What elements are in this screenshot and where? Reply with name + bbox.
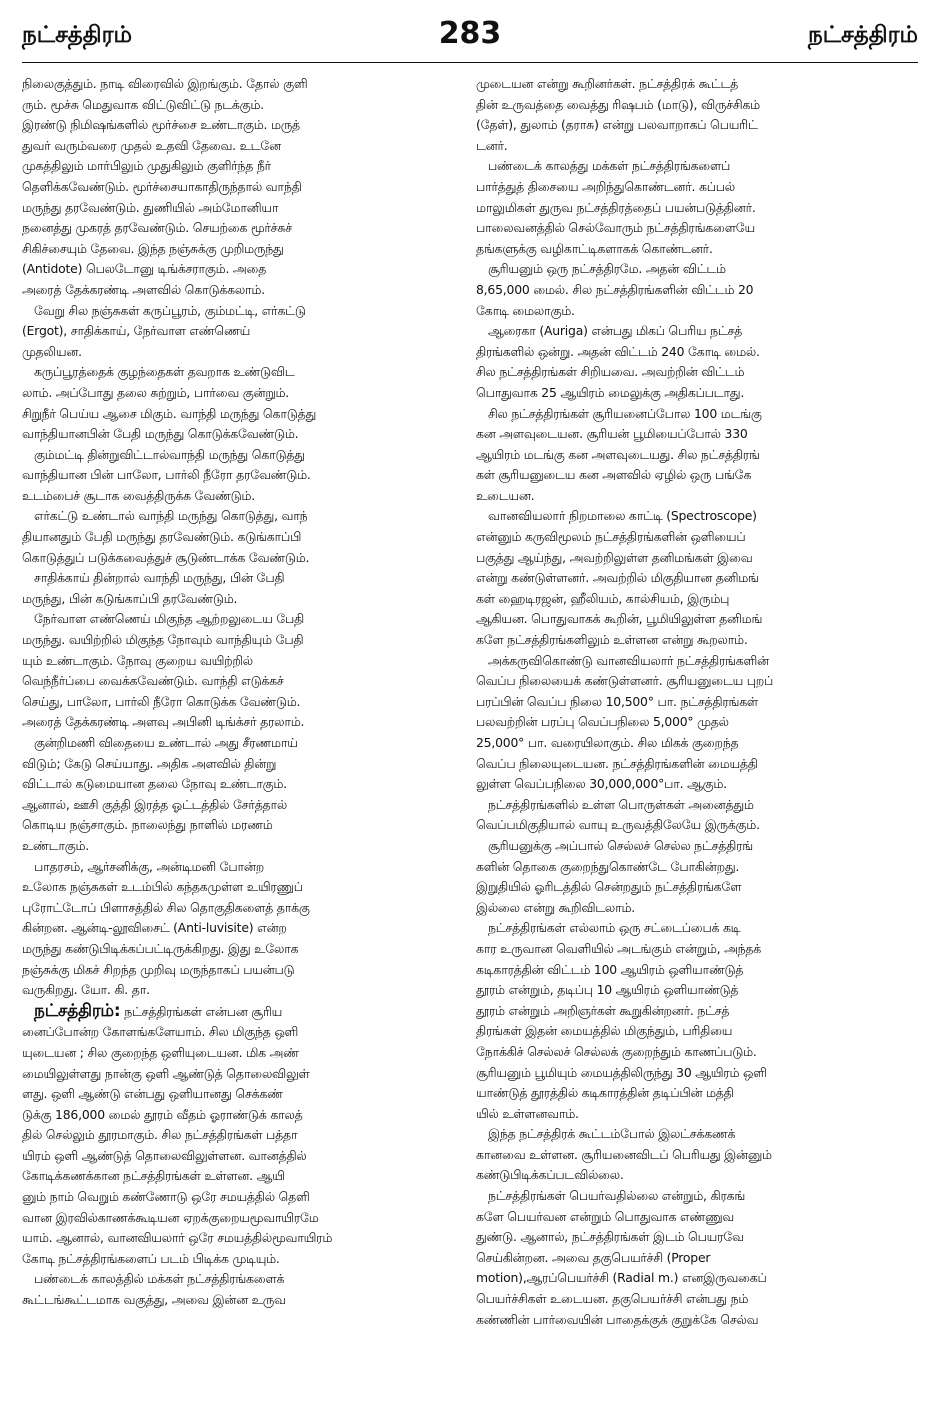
text-line: வெப்ப நிலையுடையன. நட்சத்திரங்களின் மையத்தி bbox=[476, 755, 758, 771]
text-line: பார்த்துத் திசையை அறிந்துகொண்டனர். கப்பல் bbox=[476, 178, 735, 194]
text-line: சாதிக்காய் தின்றால் வாந்தி மருந்து, பின் பேதி bbox=[34, 570, 285, 586]
text-line: ளது. ஒளி ஆண்டு என்பது ஒளியானது செக்கண் bbox=[22, 1086, 283, 1102]
text-line: யுடையன ; சில குறைந்த ஒளியுடையன. மிக அண் bbox=[22, 1044, 299, 1060]
text-line: யாம். ஆனால், வானவியலார் ஒரே சமயத்தில்மூவாயிரம் bbox=[22, 1230, 333, 1246]
text-line: யில் உள்ளனவாம். bbox=[476, 1105, 579, 1121]
text-line: முதலியன. bbox=[22, 343, 82, 359]
text-line: பண்டைக் காலத்தில் மக்கள் நட்சத்திரங்களைக் bbox=[34, 1271, 285, 1287]
text-line: சூரியனும் பூமியும் மையத்திலிருந்து 30 ஆயிரம் ஒளி bbox=[476, 1064, 767, 1080]
text-line bbox=[22, 1001, 466, 1023]
text-line: மருந்து கண்டுபிடிக்கப்பட்டிருக்கிறது. இது உலோக bbox=[22, 940, 299, 956]
text-line: உலோக நஞ்சுகள் உடம்பில் கந்தகமுள்ள உயிரணுப் bbox=[22, 879, 303, 895]
text-line: வேறு சில நஞ்சுகள் கருப்பூரம், கும்மட்டி, எர்கட்டு bbox=[34, 302, 306, 318]
text-line: நட்சத்திரங்கள் எல்லாம் ஒரு சட்டைப்பைக் கடி bbox=[488, 920, 741, 936]
entry-headword: நட்சத்திரம்: bbox=[34, 1000, 121, 1021]
text-line: இந்த நட்சத்திரக் கூட்டம்போல் இலட்சக்கணக் bbox=[488, 1126, 736, 1142]
text-line: களே பெயர்வன என்றும் பொதுவாக எண்ணுவ bbox=[476, 1208, 734, 1224]
text-line: பெயர்ச்சிகள் உடையன. தகுபெயர்ச்சி என்பது நம் bbox=[476, 1291, 749, 1307]
text-line: ரும். மூச்சு மெதுவாக விட்டுவிட்டு நடக்கும். bbox=[22, 96, 264, 112]
running-head-left: நட்சத்திரம் bbox=[22, 22, 133, 48]
text-line: கள் ஹைடிரஜன், ஹீலியம், கால்சியம், இரும்பு bbox=[476, 590, 730, 606]
text-line: திரங்களில் ஒன்று. அதன் விட்டம் 240 கோடி மைல். bbox=[476, 343, 760, 359]
text-line: யாண்டுத் தூரத்தில் கடிகாரத்தின் தடிப்பின் மத்தி bbox=[476, 1085, 734, 1101]
page-number: 283 bbox=[438, 16, 502, 51]
text-line: யிரம் ஒளி ஆண்டுத் தொலைவிலுள்ளன. வானத்தில் bbox=[22, 1147, 307, 1163]
text-line: ஆனால், ஊசி குத்தி இரத்த ஓட்டத்தில் சேர்த்தால் bbox=[22, 796, 287, 812]
text-line: வருகிறது. யோ. கி. தா. bbox=[22, 982, 150, 998]
text-line: கோடி நட்சத்திரங்களைப் படம் பிடிக்க முடியும். bbox=[22, 1250, 280, 1266]
text-line: சூரியனும் ஒரு நட்சத்திரமே. அதன் விட்டம் bbox=[488, 261, 726, 277]
text-line: சூரியனுக்கு அப்பால் செல்லச் செல்ல நட்சத்திரங் bbox=[488, 837, 753, 853]
text-line: வானவியலார் நிறமாலை காட்டி (Spectroscope) bbox=[488, 508, 757, 524]
text-line: பகுத்து ஆய்ந்து, அவற்றிலுள்ள தனிமங்கள் இவை bbox=[476, 549, 753, 565]
text-line: கொடிய நஞ்சாகும். நாலைந்து நாளில் மரணம் bbox=[22, 817, 273, 833]
text-line: சில நட்சத்திரங்கள் சிறியவை. அவற்றின் விட்டம் bbox=[476, 364, 745, 380]
text-line: சில நட்சத்திரங்கள் சூரியனைப்போல 100 மடங்கு bbox=[488, 405, 762, 421]
text-line: செய்கின்றன. அவை தகுபெயர்ச்சி (Proper bbox=[476, 1249, 711, 1265]
text-line: என்னும் கருவிமூலம் நட்சத்திரங்களின் ஒளியைப் bbox=[476, 529, 746, 545]
text-line: தூரம் என்றும், தடிப்பு 10 ஆயிரம் ஒளியாண்டுத் bbox=[476, 982, 739, 998]
text-line: திரங்கள் இதன் மையத்தில் மிகுந்தும், பரிதியை bbox=[476, 1023, 733, 1039]
text-line: மருந்து, பின் கடுங்காப்பி தரவேண்டும். bbox=[22, 590, 238, 606]
text-line: துவர் வரும்வரை முதல் உதவி தேவை. உடனே bbox=[22, 137, 281, 153]
text-line: லாம். அப்போது தலை சுற்றும், பார்வை குன்றும். bbox=[22, 384, 290, 400]
text-line: நட்சத்திரங்கள் பெயர்வதில்லை என்றும், கிரகங் bbox=[488, 1188, 746, 1204]
text-line: என்று கண்டுள்ளனர். அவற்றில் மிகுதியான தனிமங் bbox=[476, 570, 759, 586]
text-line: தின் உருவத்தை வைத்து ரிஷபம் (மாடு), விருச்சிகம் bbox=[476, 96, 760, 112]
text-line: யும் உண்டாகும். நோவு குறைய வயிற்றில் bbox=[22, 652, 253, 668]
text-line: கண்ணின் பார்வையின் பாதைக்குக் குறுக்கே செல்வ bbox=[476, 1311, 759, 1327]
text-line: இல்லை என்று கூறிவிடலாம். bbox=[476, 899, 635, 915]
text-line: வாந்தியான பின் பாலோ, பார்லி நீரோ தரவேண்டும். bbox=[22, 467, 311, 483]
text-line: 25,000° பா. வரையிலாகும். சில மிகக் குறைந்த bbox=[476, 735, 739, 750]
text-line: செய்து, பாலோ, பார்லி நீரோ கொடுக்க வேண்டும். bbox=[22, 693, 301, 709]
text-line: கோடி மைலாகும். bbox=[476, 302, 575, 318]
text-line: நட்சத்திரங்களில் உள்ள பொருள்கள் அனைத்தும் bbox=[488, 796, 754, 812]
text-line: முகத்திலும் மார்பிலும் முதுகிலும் குளிர்ந்த நீர் bbox=[22, 158, 271, 174]
text-line: தில் செல்லும் தூரமாகும். சில நட்சத்திரங்கள் பத்தா bbox=[22, 1127, 298, 1143]
text-line: மையிலுள்ளது நான்கு ஒளி ஆண்டுத் தொலைவிலுள் bbox=[22, 1065, 310, 1081]
text-line: குன்றிமணி விதையை உண்டால் அது சீரணமாய் bbox=[34, 735, 298, 750]
text-line: துண்டு. ஆனால், நட்சத்திரங்கள் இடம் பெயரவே bbox=[476, 1229, 744, 1245]
text-line: கின்றன. ஆன்டி-லூவிசைட் (Anti-luvisite) என்ற bbox=[22, 920, 287, 936]
entry-text: நட்சத்திரங்கள் என்பன சூரிய bbox=[120, 1003, 283, 1019]
text-line: 8,65,000 மைல். சில நட்சத்திரங்களின் விட்டம் 20 bbox=[476, 281, 754, 297]
text-line: பண்டைக் காலத்து மக்கள் நட்சத்திரங்களைப் bbox=[488, 158, 731, 174]
text-line: பாலைவனத்தில் செல்வோரும் நட்சத்திரங்களையே bbox=[476, 220, 755, 236]
text-line: இரண்டு நிமிஷங்களில் மூர்ச்சை உண்டாகும். மருத் bbox=[22, 117, 300, 133]
text-line: கூட்டங்கூட்டமாக வகுத்து, அவை இன்ன உருவ bbox=[22, 1292, 286, 1308]
text-line: கானவை உள்ளன. சூரியனைவிடப் பெரியது இன்னும் bbox=[476, 1146, 772, 1162]
text-line: வெப்பமிகுதியால் வாயு உருவத்திலேயே இருக்கும். bbox=[476, 817, 760, 833]
text-line: கருப்பூரத்தைக் குழந்தைகள் தவறாக உண்டுவிட bbox=[34, 364, 295, 380]
text-line: தியானதும் பேதி மருந்து தரவேண்டும். கடுங்காப்பி bbox=[22, 529, 302, 545]
text-line: கும்மட்டி தின்றுவிட்டால்வாந்தி மருந்து கொடுத்து bbox=[34, 446, 305, 462]
text-line: னும் நாம் வெறும் கண்ணோடு ஒரே சமயத்தில் தெளி bbox=[22, 1189, 310, 1205]
text-line: வெப்ப நிலையைக் கண்டுள்ளனர். சூரியனுடைய புறப் bbox=[476, 673, 774, 689]
text-line: நனைத்து முகரத் தரவேண்டும். செயற்கை மூர்ச்சுச் bbox=[22, 220, 292, 236]
text-line: கன அளவுடையன. சூரியன் பூமியைப்போல் 330 bbox=[476, 426, 748, 442]
text-line: நேர்வாள எண்ணெய் மிகுந்த ஆற்றலுடைய பேதி bbox=[34, 611, 304, 627]
text-line: மருந்து தரவேண்டும். துணியில் அம்மோனியா bbox=[22, 199, 279, 215]
text-line: தெளிக்கவேண்டும். மூர்ச்சையாகாதிருந்தால் வாந்தி bbox=[22, 178, 302, 194]
text-line: சிகிச்சையும் தேவை. இந்த நஞ்சுக்கு முறிமருந்து bbox=[22, 240, 284, 256]
text-line: பொதுவாக 25 ஆயிரம் மைலுக்கு அதிகப்படாது. bbox=[476, 384, 745, 400]
running-head-right: நட்சத்திரம் bbox=[807, 22, 918, 48]
text-line: ஆகியன. பொதுவாகக் கூறின், பூமியிலுள்ள தனிமங் bbox=[476, 611, 763, 627]
text-line: (Ergot), சாதிக்காய், நேர்வாள எண்ணெய் bbox=[22, 323, 251, 339]
text-line: விடும்; கேடு செய்யாது. அதிக அளவில் தின்று bbox=[22, 755, 277, 771]
text-line: மாலுமிகள் துருவ நட்சத்திரத்தைப் பயன்படுத்தினர். bbox=[476, 199, 756, 215]
text-line: இறுதியில் ஓரிடத்தில் சென்றதும் நட்சத்திரங்களே bbox=[476, 879, 742, 895]
text-line: பரப்பின் வெப்ப நிலை 10,500° பா. நட்சத்திரங்கள் bbox=[476, 693, 758, 709]
text-line: ஆரைகா (Auriga) என்பது மிகப் பெரிய நட்சத் bbox=[488, 323, 743, 339]
text-line: னைப்போன்ற கோளங்களேயாம். சில மிகுந்த ஒளி bbox=[22, 1024, 299, 1040]
text-line: நிலைகுத்தும். நாடி விரைவில் இறங்கும். தோல் குளி bbox=[22, 76, 308, 91]
text-line: உடம்பைச் சூடாக வைத்திருக்க வேண்டும். bbox=[22, 487, 255, 503]
text-line: வாந்தியானபின் பேதி மருந்து கொடுக்கவேண்டும். bbox=[22, 426, 299, 442]
text-line: தங்களுக்கு வழிகாட்டிகளாகக் கொண்டனர். bbox=[476, 240, 713, 256]
text-line: லுள்ள வெப்பநிலை 30,000,000°பா. ஆகும். bbox=[476, 776, 727, 792]
text-line: கடிகாரத்தின் விட்டம் 100 ஆயிரம் ஒளியாண்டுத் bbox=[476, 961, 744, 977]
text-line: தூரம் என்றும் அறிஞர்கள் கூறுகின்றனர். நட்சத் bbox=[476, 1002, 730, 1018]
text-line: களின் தொகை குறைந்துகொண்டே போகின்றது. bbox=[476, 858, 740, 874]
text-line: ஆயிரம் மடங்கு கன அளவுடையது. சில நட்சத்திரங் bbox=[476, 446, 760, 462]
header-rule bbox=[22, 62, 918, 63]
text-line: சிறுநீர் பெய்ய ஆசை மிகும். வாந்தி மருந்து கொடுத்து bbox=[22, 405, 317, 421]
right-column bbox=[476, 74, 920, 1413]
text-line: (Antidote) பெலடோனு டிங்க்சராகும். அதை bbox=[22, 261, 267, 277]
text-line: எர்கட்டு உண்டால் வாந்தி மருந்து கொடுத்து, வாந் bbox=[34, 508, 308, 524]
text-line: கார உருவான வெளியில் அடங்கும் என்றும், அந்தக் bbox=[476, 940, 762, 956]
text-line: கள் சூரியனுடைய கன அளவில் ஏழில் ஒரு பங்கே bbox=[476, 467, 752, 483]
text-line: motion),ஆரப்பெயர்ச்சி (Radial m.) எனஇருவகைப் bbox=[476, 1270, 767, 1286]
text-line: அரைத் தேக்கரண்டி அளவு அபினி டிங்க்சர் தரலாம். bbox=[22, 714, 305, 730]
text-line: பாதரசம், ஆர்சனிக்கு, அன்டிமனி போன்ற bbox=[34, 858, 264, 874]
text-line: நோக்கிச் செல்லச் செல்லக் குறைந்தும் காணப்படும். bbox=[476, 1043, 757, 1059]
text-line: விட்டால் கடுமையான தலை நோவு உண்டாகும். bbox=[22, 776, 287, 792]
text-line: முடையன என்று கூறினர்கள். நட்சத்திரக் கூட்டத் bbox=[476, 76, 739, 91]
text-line: கொடுத்துப் படுக்கவைத்துச் சூடுண்டாக்க வேண்டும். bbox=[22, 549, 310, 565]
text-line: வெந்நீர்ப்பை வைக்கவேண்டும். வாந்தி எடுக்கச் bbox=[22, 673, 284, 689]
text-line: உண்டாகும். bbox=[22, 837, 89, 853]
text-line: கோடிக்கணக்கான நட்சத்திரங்கள் உள்ளன. ஆயி bbox=[22, 1168, 285, 1184]
text-line: டனர். bbox=[476, 137, 508, 153]
text-line: அக்கருவிகொண்டு வானவியலார் நட்சத்திரங்களின் bbox=[488, 652, 769, 668]
text-line: கண்டுபிடிக்கப்படவில்லை. bbox=[476, 1167, 624, 1183]
text-line: வான இரவில்காணக்கூடியன ஏறக்குறையமூவாயிரமே bbox=[22, 1209, 319, 1225]
text-line: டுக்கு 186,000 மைல் தூரம் வீதம் ஓராண்டுக் காலத் bbox=[22, 1106, 303, 1122]
text-line: மருந்து. வயிற்றில் மிகுந்த நோவும் வாந்தியும் பேதி bbox=[22, 632, 304, 648]
text-line: பலவற்றின் பரப்பு வெப்பநிலை 5,000° முதல் bbox=[476, 714, 729, 730]
text-line: களே நட்சத்திரங்களிலும் உள்ளன என்று கூறலாம். bbox=[476, 632, 748, 648]
text-line: உடையன. bbox=[476, 487, 535, 503]
text-line: நஞ்சுக்கு மிகச் சிறந்த முறிவு மருந்தாகப் பயன்படு bbox=[22, 961, 295, 977]
left-column bbox=[22, 74, 466, 1413]
text-line: (தேள்), துலாம் (தராசு) என்று பலவாறாகப் பெயரிட் bbox=[476, 117, 758, 133]
page-header bbox=[22, 16, 918, 56]
text-line: புரோட்டோப் பிளாசத்தில் சில தொகுதிகளைத் தாக்கு bbox=[22, 899, 310, 915]
text-line: அரைத் தேக்கரண்டி அளவில் கொடுக்கலாம். bbox=[22, 281, 265, 297]
